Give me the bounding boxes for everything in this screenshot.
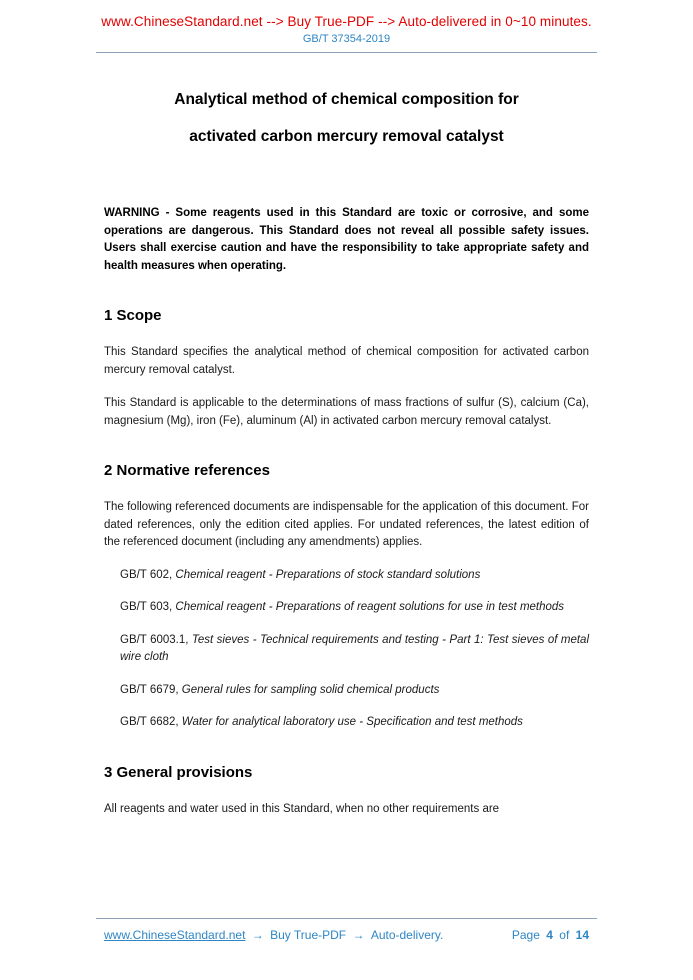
section-heading-scope: 1 Scope	[104, 307, 162, 324]
arrow-right-icon: →	[352, 928, 365, 942]
page-indicator	[509, 928, 589, 942]
reference-code: GB/T 6682,	[120, 716, 182, 728]
reference-title: General rules for sampling solid chemical products	[181, 683, 440, 696]
reference-title: Chemical reagent - Preparations of reagent solutions for use in test methods	[175, 601, 565, 613]
reference-item	[120, 682, 589, 700]
footer-promo	[104, 928, 443, 942]
header-promo-text: www.ChineseStandard.net --> Buy True-PDF --> Auto-delivered in 0~10 minutes.	[101, 14, 592, 29]
reference-title: Test sieves - Technical requirements and testing - Part 1: Test sieves of metal wire cloth	[120, 633, 589, 663]
footer-delivery-text: Auto-delivery.	[370, 928, 444, 942]
page-label: Page	[511, 928, 540, 942]
standard-code: GB/T 37354-2019	[302, 33, 391, 45]
reference-code: GB/T 6003.1,	[120, 633, 192, 646]
reference-code: GB/T 603,	[120, 601, 176, 613]
document-content	[0, 81, 693, 818]
warning-paragraph: WARNING - Some reagents used in this Standard are toxic or corrosive, and some operations are dangerous. This Standard does not reveal all possible safety issues. Users shall exercise caution and have the responsibility to take appropriate safety and health measures when operating.	[104, 207, 589, 272]
section-heading-normative-references: 2 Normative references	[104, 462, 270, 479]
reference-code: GB/T 602,	[120, 568, 176, 581]
total-pages: 14	[575, 928, 589, 942]
title-line-2: activated carbon mercury removal catalyst	[189, 128, 504, 145]
reference-item	[120, 567, 589, 585]
reference-title: Chemical reagent - Preparations of stock standard solutions	[175, 568, 481, 581]
page-number: 4	[546, 928, 553, 942]
document-title	[104, 81, 589, 155]
page-footer	[0, 918, 693, 942]
header-divider	[96, 52, 597, 53]
of-label: of	[559, 928, 570, 942]
reference-code: GB/T 6679,	[120, 683, 182, 696]
reference-item	[120, 599, 589, 617]
reference-item	[120, 632, 589, 667]
section-heading-general-provisions: 3 General provisions	[104, 763, 253, 781]
normative-intro-paragraph: The following referenced documents are indispensable for the application of this document. For dated references, only the edition cited applies. For undated references, the latest edition of the referenced document (including any amendments) applies.	[104, 501, 589, 548]
title-line-1: Analytical method of chemical composition for	[174, 91, 519, 108]
arrow-right-icon: →	[251, 928, 264, 942]
reference-title: Water for analytical laboratory use - Specification and test methods	[181, 716, 523, 728]
scope-paragraph-2: This Standard is applicable to the determinations of mass fractions of sulfur (S), calcium (Ca), magnesium (Mg), iron (Fe), aluminum (Al) in activated carbon mercury removal catalyst.	[104, 397, 589, 427]
footer-website-link[interactable]: www.ChineseStandard.net	[104, 928, 246, 942]
general-provisions-paragraph: All reagents and water used in this Standard, when no other requirements are	[104, 802, 500, 815]
page-header	[0, 0, 693, 53]
footer-divider	[96, 918, 597, 919]
reference-item	[120, 714, 589, 732]
scope-paragraph-1: This Standard specifies the analytical method of chemical composition for activated carbon mercury removal catalyst.	[104, 346, 589, 376]
footer-buy-text: Buy True-PDF	[270, 928, 347, 942]
